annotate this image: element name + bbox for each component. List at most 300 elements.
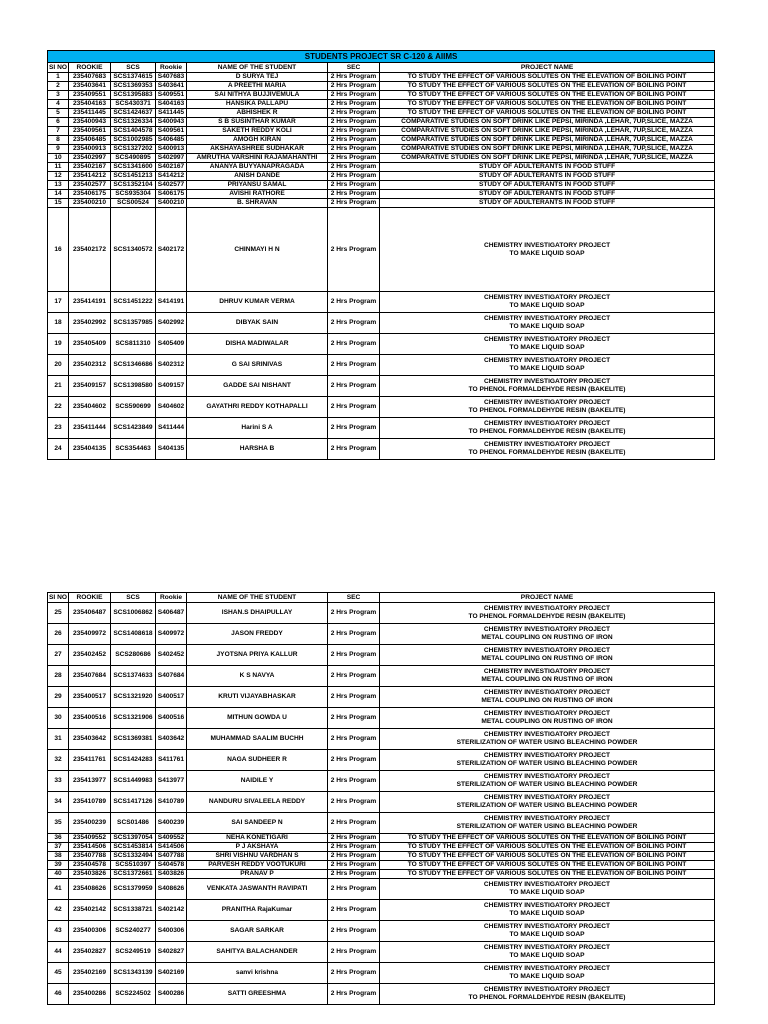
project-line: COMPARATIVE STUDIES ON SOFT DRINK LIKE PEPSI, MIRINDA ,LEHAR, 7UP,SLICE, MAZZA bbox=[401, 118, 693, 125]
row-rookie: 235406487 bbox=[69, 603, 111, 624]
row-project-name bbox=[380, 145, 715, 154]
table-row bbox=[48, 852, 715, 861]
row-rookie-id: S403826 bbox=[156, 870, 187, 879]
row-si-no: 24 bbox=[48, 439, 69, 460]
row-si-no: 40 bbox=[48, 870, 69, 879]
row-student-name: AMOGH KIRAN bbox=[187, 136, 328, 145]
project-line: TO STUDY THE EFFECT OF VARIOUS SOLUTES ON THE ELEVATION OF BOILING POINT bbox=[407, 73, 687, 80]
row-sec: 2 Hrs Program bbox=[328, 91, 380, 100]
table-row bbox=[48, 397, 715, 418]
row-project-name bbox=[380, 397, 715, 418]
row-student-name: VENKATA JASWANTH RAVIPATI bbox=[187, 879, 328, 900]
row-project-name bbox=[380, 963, 715, 984]
project-line: TO MAKE LIQUID SOAP bbox=[509, 302, 585, 309]
row-scs: SCS590699 bbox=[111, 397, 156, 418]
project-line: STUDY OF ADULTERANTS IN FOOD STUFF bbox=[478, 181, 616, 188]
row-rookie: 235409551 bbox=[69, 91, 111, 100]
row-project-name bbox=[380, 687, 715, 708]
row-rookie-id: S414506 bbox=[156, 843, 187, 852]
row-si-no: 39 bbox=[48, 861, 69, 870]
row-rookie-id: S402169 bbox=[156, 963, 187, 984]
row-sec: 2 Hrs Program bbox=[328, 136, 380, 145]
project-line: STUDY OF ADULTERANTS IN FOOD STUFF bbox=[478, 190, 616, 197]
row-student-name: sanvi krishna bbox=[187, 963, 328, 984]
row-student-name: NAGA SUDHEER R bbox=[187, 750, 328, 771]
table-row bbox=[48, 666, 715, 687]
row-sec: 2 Hrs Program bbox=[328, 645, 380, 666]
row-project-name bbox=[380, 750, 715, 771]
row-rookie: 235403826 bbox=[69, 870, 111, 879]
row-rookie-id: S414212 bbox=[156, 172, 187, 181]
row-rookie: 235414212 bbox=[69, 172, 111, 181]
row-si-no: 31 bbox=[48, 729, 69, 750]
row-project-name bbox=[380, 181, 715, 190]
row-rookie: 235409157 bbox=[69, 376, 111, 397]
row-scs: SCS1326334 bbox=[111, 118, 156, 127]
header-si-no: SI NO bbox=[49, 593, 67, 601]
project-line: METAL COUPLING ON RUSTING OF IRON bbox=[481, 634, 613, 641]
row-project-name bbox=[380, 708, 715, 729]
row-rookie: 235400306 bbox=[69, 921, 111, 942]
row-rookie-id: S408626 bbox=[156, 879, 187, 900]
row-student-name: S B SUSINTHAR KUMAR bbox=[187, 118, 328, 127]
row-project-name bbox=[380, 645, 715, 666]
project-line: CHEMISTRY INVESTIGATORY PROJECT bbox=[483, 923, 611, 930]
row-student-name: NANDURU SIVALEELA REDDY bbox=[187, 792, 328, 813]
project-line: CHEMISTRY INVESTIGATORY PROJECT bbox=[483, 294, 611, 301]
row-rookie-id: S402172 bbox=[156, 208, 187, 292]
row-sec: 2 Hrs Program bbox=[328, 292, 380, 313]
row-si-no: 9 bbox=[48, 145, 69, 154]
row-rookie: 235403641 bbox=[69, 82, 111, 91]
row-rookie: 235402992 bbox=[69, 313, 111, 334]
header-scs: SCS bbox=[111, 593, 156, 603]
row-scs: SCS1369353 bbox=[111, 82, 156, 91]
project-line: TO MAKE LIQUID SOAP bbox=[509, 910, 585, 917]
row-rookie-id: S402992 bbox=[156, 313, 187, 334]
row-si-no: 37 bbox=[48, 843, 69, 852]
row-project-name bbox=[380, 154, 715, 163]
table-row bbox=[48, 313, 715, 334]
row-sec: 2 Hrs Program bbox=[328, 687, 380, 708]
table-row bbox=[48, 82, 715, 91]
row-student-name: SATTI GREESHMA bbox=[187, 984, 328, 1005]
row-scs: SCS01486 bbox=[111, 813, 156, 834]
row-rookie: 235405409 bbox=[69, 334, 111, 355]
row-scs: SCS1408618 bbox=[111, 624, 156, 645]
row-scs: SCS1379959 bbox=[111, 879, 156, 900]
row-student-name: SAHITYA BALACHANDER bbox=[187, 942, 328, 963]
row-project-name bbox=[380, 82, 715, 91]
row-student-name: MUHAMMAD SAALIM BUCHH bbox=[187, 729, 328, 750]
row-project-name bbox=[380, 921, 715, 942]
row-rookie-id: S407684 bbox=[156, 666, 187, 687]
row-scs: SCS224502 bbox=[111, 984, 156, 1005]
project-line: STUDY OF ADULTERANTS IN FOOD STUFF bbox=[478, 172, 616, 179]
project-line: TO PHENOL FORMALDEHYDE RESIN (BAKELITE) bbox=[468, 613, 626, 620]
row-project-name bbox=[380, 313, 715, 334]
row-si-no: 46 bbox=[48, 984, 69, 1005]
header-project-name: PROJECT NAME bbox=[380, 63, 715, 73]
row-rookie-id: S400239 bbox=[156, 813, 187, 834]
row-sec: 2 Hrs Program bbox=[328, 921, 380, 942]
row-project-name bbox=[380, 603, 715, 624]
row-sec: 2 Hrs Program bbox=[328, 861, 380, 870]
project-line: CHEMISTRY INVESTIGATORY PROJECT bbox=[483, 902, 611, 909]
row-rookie-id: S410789 bbox=[156, 792, 187, 813]
table-row bbox=[48, 334, 715, 355]
table-row bbox=[48, 729, 715, 750]
row-sec: 2 Hrs Program bbox=[328, 172, 380, 181]
row-scs: SCS1374615 bbox=[111, 73, 156, 82]
row-student-name: AMRUTHA VARSHINI RAJAMAHANTHI bbox=[187, 154, 328, 163]
row-sec: 2 Hrs Program bbox=[328, 624, 380, 645]
row-si-no: 5 bbox=[48, 109, 69, 118]
project-line: STERILIZATION OF WATER USING BLEACHING POWDER bbox=[456, 802, 638, 809]
row-project-name bbox=[380, 900, 715, 921]
row-rookie: 235400286 bbox=[69, 984, 111, 1005]
row-rookie: 235402827 bbox=[69, 942, 111, 963]
project-line: METAL COUPLING ON RUSTING OF IRON bbox=[481, 676, 613, 683]
row-sec: 2 Hrs Program bbox=[328, 834, 380, 843]
row-rookie: 235411761 bbox=[69, 750, 111, 771]
row-si-no: 44 bbox=[48, 942, 69, 963]
row-project-name bbox=[380, 118, 715, 127]
row-rookie: 235402997 bbox=[69, 154, 111, 163]
row-sec: 2 Hrs Program bbox=[328, 82, 380, 91]
project-line: TO STUDY THE EFFECT OF VARIOUS SOLUTES ON THE ELEVATION OF BOILING POINT bbox=[407, 852, 687, 859]
project-line: TO PHENOL FORMALDEHYDE RESIN (BAKELITE) bbox=[468, 386, 626, 393]
row-scs: SCS249519 bbox=[111, 942, 156, 963]
row-si-no: 14 bbox=[48, 190, 69, 199]
row-scs: SCS1423849 bbox=[111, 418, 156, 439]
row-si-no: 23 bbox=[48, 418, 69, 439]
table-row bbox=[48, 439, 715, 460]
row-scs: SCS1006862 bbox=[111, 603, 156, 624]
row-project-name bbox=[380, 73, 715, 82]
row-rookie-id: S400286 bbox=[156, 984, 187, 1005]
row-project-name bbox=[380, 624, 715, 645]
table-row bbox=[48, 834, 715, 843]
header-rookie-id: Rookie bbox=[156, 63, 187, 73]
row-scs: SCS1449983 bbox=[111, 771, 156, 792]
table-row bbox=[48, 963, 715, 984]
row-rookie-id: S411761 bbox=[156, 750, 187, 771]
row-rookie-id: S402167 bbox=[156, 163, 187, 172]
row-scs: SCS1338721 bbox=[111, 900, 156, 921]
row-rookie: 235400943 bbox=[69, 118, 111, 127]
project-line: STERILIZATION OF WATER USING BLEACHING POWDER bbox=[456, 823, 638, 830]
row-scs: SCS1357985 bbox=[111, 313, 156, 334]
row-student-name: K S NAVYA bbox=[187, 666, 328, 687]
header-project-name: PROJECT NAME bbox=[380, 593, 715, 603]
row-student-name: NAIDILE Y bbox=[187, 771, 328, 792]
project-line: TO MAKE LIQUID SOAP bbox=[509, 323, 585, 330]
row-scs: SCS430371 bbox=[111, 100, 156, 109]
row-rookie: 235406175 bbox=[69, 190, 111, 199]
table-row bbox=[48, 118, 715, 127]
row-sec: 2 Hrs Program bbox=[328, 163, 380, 172]
row-scs: SCS1417126 bbox=[111, 792, 156, 813]
row-scs: SCS240277 bbox=[111, 921, 156, 942]
row-student-name: DHRUV KUMAR VERMA bbox=[187, 292, 328, 313]
project-line: CHEMISTRY INVESTIGATORY PROJECT bbox=[483, 605, 611, 612]
row-student-name: AVISHI RATHORE bbox=[187, 190, 328, 199]
row-project-name bbox=[380, 136, 715, 145]
table-row bbox=[48, 355, 715, 376]
row-student-name: GAYATHRI REDDY KOTHAPALLI bbox=[187, 397, 328, 418]
row-student-name: GADDE SAI NISHANT bbox=[187, 376, 328, 397]
row-rookie: 235400913 bbox=[69, 145, 111, 154]
table-row bbox=[48, 984, 715, 1005]
row-rookie-id: S403642 bbox=[156, 729, 187, 750]
row-rookie-id: S414191 bbox=[156, 292, 187, 313]
row-rookie: 235402577 bbox=[69, 181, 111, 190]
project-line: CHEMISTRY INVESTIGATORY PROJECT bbox=[483, 626, 611, 633]
row-sec: 2 Hrs Program bbox=[328, 852, 380, 861]
row-rookie: 235403642 bbox=[69, 729, 111, 750]
row-scs: SCS1424283 bbox=[111, 750, 156, 771]
project-line: CHEMISTRY INVESTIGATORY PROJECT bbox=[483, 794, 611, 801]
project-line: STERILIZATION OF WATER USING BLEACHING POWDER bbox=[456, 739, 638, 746]
row-rookie: 235411444 bbox=[69, 418, 111, 439]
row-scs: SCS490895 bbox=[111, 154, 156, 163]
row-sec: 2 Hrs Program bbox=[328, 870, 380, 879]
row-rookie: 235410789 bbox=[69, 792, 111, 813]
row-si-no: 43 bbox=[48, 921, 69, 942]
row-rookie: 235409552 bbox=[69, 834, 111, 843]
row-project-name bbox=[380, 729, 715, 750]
row-sec: 2 Hrs Program bbox=[328, 879, 380, 900]
row-rookie-id: S404163 bbox=[156, 100, 187, 109]
row-scs: SCS1404578 bbox=[111, 127, 156, 136]
row-rookie: 235402167 bbox=[69, 163, 111, 172]
row-sec: 2 Hrs Program bbox=[328, 666, 380, 687]
row-student-name: KRUTI VIJAYABHASKAR bbox=[187, 687, 328, 708]
row-si-no: 13 bbox=[48, 181, 69, 190]
row-rookie: 235406485 bbox=[69, 136, 111, 145]
row-project-name bbox=[380, 771, 715, 792]
row-student-name: JASON FREDDY bbox=[187, 624, 328, 645]
project-line: TO STUDY THE EFFECT OF VARIOUS SOLUTES ON THE ELEVATION OF BOILING POINT bbox=[407, 870, 687, 877]
row-si-no: 36 bbox=[48, 834, 69, 843]
row-scs: SCS1343139 bbox=[111, 963, 156, 984]
header-rookie-id: Rookie bbox=[156, 593, 187, 603]
row-scs: SCS1002985 bbox=[111, 136, 156, 145]
row-scs: SCS1397054 bbox=[111, 834, 156, 843]
row-scs: SCS1352104 bbox=[111, 181, 156, 190]
header-scs: SCS bbox=[111, 63, 156, 73]
row-rookie-id: S402312 bbox=[156, 355, 187, 376]
row-rookie-id: S400517 bbox=[156, 687, 187, 708]
sheet-title: STUDENTS PROJECT SR C-120 & AIIMS bbox=[48, 51, 715, 63]
row-scs: SCS1451222 bbox=[111, 292, 156, 313]
row-sec: 2 Hrs Program bbox=[328, 127, 380, 136]
row-student-name: ANISH DANDE bbox=[187, 172, 328, 181]
row-sec: 2 Hrs Program bbox=[328, 208, 380, 292]
row-rookie: 235414191 bbox=[69, 292, 111, 313]
row-si-no: 35 bbox=[48, 813, 69, 834]
table-row bbox=[48, 921, 715, 942]
table-row bbox=[48, 750, 715, 771]
row-project-name bbox=[380, 334, 715, 355]
row-sec: 2 Hrs Program bbox=[328, 729, 380, 750]
row-project-name bbox=[380, 355, 715, 376]
row-project-name bbox=[380, 861, 715, 870]
project-line: CHEMISTRY INVESTIGATORY PROJECT bbox=[483, 241, 611, 249]
row-rookie-id: S402997 bbox=[156, 154, 187, 163]
project-line: TO PHENOL FORMALDEHYDE RESIN (BAKELITE) bbox=[468, 428, 626, 435]
row-rookie: 235408626 bbox=[69, 879, 111, 900]
row-si-no: 38 bbox=[48, 852, 69, 861]
table-row bbox=[48, 73, 715, 82]
table-row bbox=[48, 843, 715, 852]
row-student-name: MITHUN GOWDA U bbox=[187, 708, 328, 729]
row-sec: 2 Hrs Program bbox=[328, 843, 380, 852]
row-rookie-id: S409552 bbox=[156, 834, 187, 843]
row-student-name: B. SHRAVAN bbox=[187, 199, 328, 208]
table-row bbox=[48, 100, 715, 109]
row-scs: SCS1341600 bbox=[111, 163, 156, 172]
row-si-no: 45 bbox=[48, 963, 69, 984]
row-rookie-id: S400913 bbox=[156, 145, 187, 154]
row-rookie-id: S406485 bbox=[156, 136, 187, 145]
project-line: TO MAKE LIQUID SOAP bbox=[509, 889, 585, 896]
project-line: STERILIZATION OF WATER USING BLEACHING POWDER bbox=[456, 781, 638, 788]
row-rookie: 235409972 bbox=[69, 624, 111, 645]
project-line: CHEMISTRY INVESTIGATORY PROJECT bbox=[483, 399, 611, 406]
row-scs: SCS1372661 bbox=[111, 870, 156, 879]
project-line: TO MAKE LIQUID SOAP bbox=[509, 344, 585, 351]
table-row bbox=[48, 181, 715, 190]
row-si-no: 26 bbox=[48, 624, 69, 645]
row-scs: SCS1340572 bbox=[111, 208, 156, 292]
table-row bbox=[48, 603, 715, 624]
row-rookie-id: S402827 bbox=[156, 942, 187, 963]
row-student-name: Harini S A bbox=[187, 418, 328, 439]
row-rookie-id: S404602 bbox=[156, 397, 187, 418]
row-rookie: 235402312 bbox=[69, 355, 111, 376]
row-student-name: AKSHAYASHREE SUDHAKAR bbox=[187, 145, 328, 154]
row-scs: SCS1395883 bbox=[111, 91, 156, 100]
row-rookie: 235402172 bbox=[69, 208, 111, 292]
row-sec: 2 Hrs Program bbox=[328, 708, 380, 729]
row-sec: 2 Hrs Program bbox=[328, 199, 380, 208]
row-student-name: SHRI VISHNU VARDHAN S bbox=[187, 852, 328, 861]
row-project-name bbox=[380, 376, 715, 397]
table-row bbox=[48, 91, 715, 100]
project-line: TO STUDY THE EFFECT OF VARIOUS SOLUTES ON THE ELEVATION OF BOILING POINT bbox=[407, 834, 687, 841]
table-row bbox=[48, 208, 715, 292]
row-si-no: 32 bbox=[48, 750, 69, 771]
row-sec: 2 Hrs Program bbox=[328, 181, 380, 190]
row-si-no: 21 bbox=[48, 376, 69, 397]
row-sec: 2 Hrs Program bbox=[328, 942, 380, 963]
row-project-name bbox=[380, 852, 715, 861]
row-si-no: 27 bbox=[48, 645, 69, 666]
row-si-no: 16 bbox=[48, 208, 69, 292]
row-si-no: 10 bbox=[48, 154, 69, 163]
row-student-name: ABHISHEK R bbox=[187, 109, 328, 118]
row-project-name bbox=[380, 843, 715, 852]
row-project-name bbox=[380, 439, 715, 460]
table-row bbox=[48, 708, 715, 729]
row-scs: SCS1346686 bbox=[111, 355, 156, 376]
row-si-no: 8 bbox=[48, 136, 69, 145]
row-rookie-id: S409972 bbox=[156, 624, 187, 645]
row-rookie: 235400517 bbox=[69, 687, 111, 708]
table-row bbox=[48, 109, 715, 118]
row-rookie: 235413977 bbox=[69, 771, 111, 792]
row-student-name: SAGAR SARKAR bbox=[187, 921, 328, 942]
table-row bbox=[48, 645, 715, 666]
row-scs: SCS00524 bbox=[111, 199, 156, 208]
row-rookie: 235404602 bbox=[69, 397, 111, 418]
row-si-no: 19 bbox=[48, 334, 69, 355]
row-si-no: 15 bbox=[48, 199, 69, 208]
row-sec: 2 Hrs Program bbox=[328, 900, 380, 921]
row-rookie-id: S400210 bbox=[156, 199, 187, 208]
row-rookie-id: S404578 bbox=[156, 861, 187, 870]
row-rookie-id: S400516 bbox=[156, 708, 187, 729]
table-row bbox=[48, 624, 715, 645]
row-si-no: 25 bbox=[48, 603, 69, 624]
row-student-name: A PREETHI MARIA bbox=[187, 82, 328, 91]
table-row bbox=[48, 145, 715, 154]
row-project-name bbox=[380, 792, 715, 813]
row-project-name bbox=[380, 208, 715, 292]
project-line: CHEMISTRY INVESTIGATORY PROJECT bbox=[483, 378, 611, 385]
row-si-no: 28 bbox=[48, 666, 69, 687]
row-scs: SCS1327202 bbox=[111, 145, 156, 154]
table-row bbox=[48, 870, 715, 879]
row-sec: 2 Hrs Program bbox=[328, 334, 380, 355]
row-student-name: G SAI SRINIVAS bbox=[187, 355, 328, 376]
row-si-no: 17 bbox=[48, 292, 69, 313]
row-project-name bbox=[380, 163, 715, 172]
row-rookie: 235402452 bbox=[69, 645, 111, 666]
row-rookie-id: S409551 bbox=[156, 91, 187, 100]
row-rookie-id: S400943 bbox=[156, 118, 187, 127]
row-sec: 2 Hrs Program bbox=[328, 154, 380, 163]
row-student-name: HANSIKA PALLAPU bbox=[187, 100, 328, 109]
row-scs: SCS1321906 bbox=[111, 708, 156, 729]
project-line: CHEMISTRY INVESTIGATORY PROJECT bbox=[483, 815, 611, 822]
project-line: CHEMISTRY INVESTIGATORY PROJECT bbox=[483, 986, 611, 993]
row-student-name: NEHA KONETIGARI bbox=[187, 834, 328, 843]
row-rookie-id: S403641 bbox=[156, 82, 187, 91]
project-line: CHEMISTRY INVESTIGATORY PROJECT bbox=[483, 752, 611, 759]
header-rookie: ROOKIE bbox=[69, 63, 111, 73]
row-student-name: JYOTSNA PRIYA KALLUR bbox=[187, 645, 328, 666]
project-line: COMPARATIVE STUDIES ON SOFT DRINK LIKE PEPSI, MIRINDA ,LEHAR, 7UP,SLICE, MAZZA bbox=[401, 136, 693, 143]
row-student-name: CHINMAYI H N bbox=[187, 208, 328, 292]
row-student-name: PRANITHA RajaKumar bbox=[187, 900, 328, 921]
row-project-name bbox=[380, 190, 715, 199]
row-rookie: 235404163 bbox=[69, 100, 111, 109]
row-sec: 2 Hrs Program bbox=[328, 313, 380, 334]
header-row bbox=[48, 63, 715, 73]
row-rookie: 235409561 bbox=[69, 127, 111, 136]
row-si-no: 33 bbox=[48, 771, 69, 792]
row-si-no: 11 bbox=[48, 163, 69, 172]
project-line: CHEMISTRY INVESTIGATORY PROJECT bbox=[483, 336, 611, 343]
row-scs: SCS935304 bbox=[111, 190, 156, 199]
header-rookie: ROOKIE bbox=[69, 593, 111, 603]
row-rookie: 235402142 bbox=[69, 900, 111, 921]
row-student-name: PRIYANSU SAMAL bbox=[187, 181, 328, 190]
row-student-name: SAKETH REDDY KOLI bbox=[187, 127, 328, 136]
